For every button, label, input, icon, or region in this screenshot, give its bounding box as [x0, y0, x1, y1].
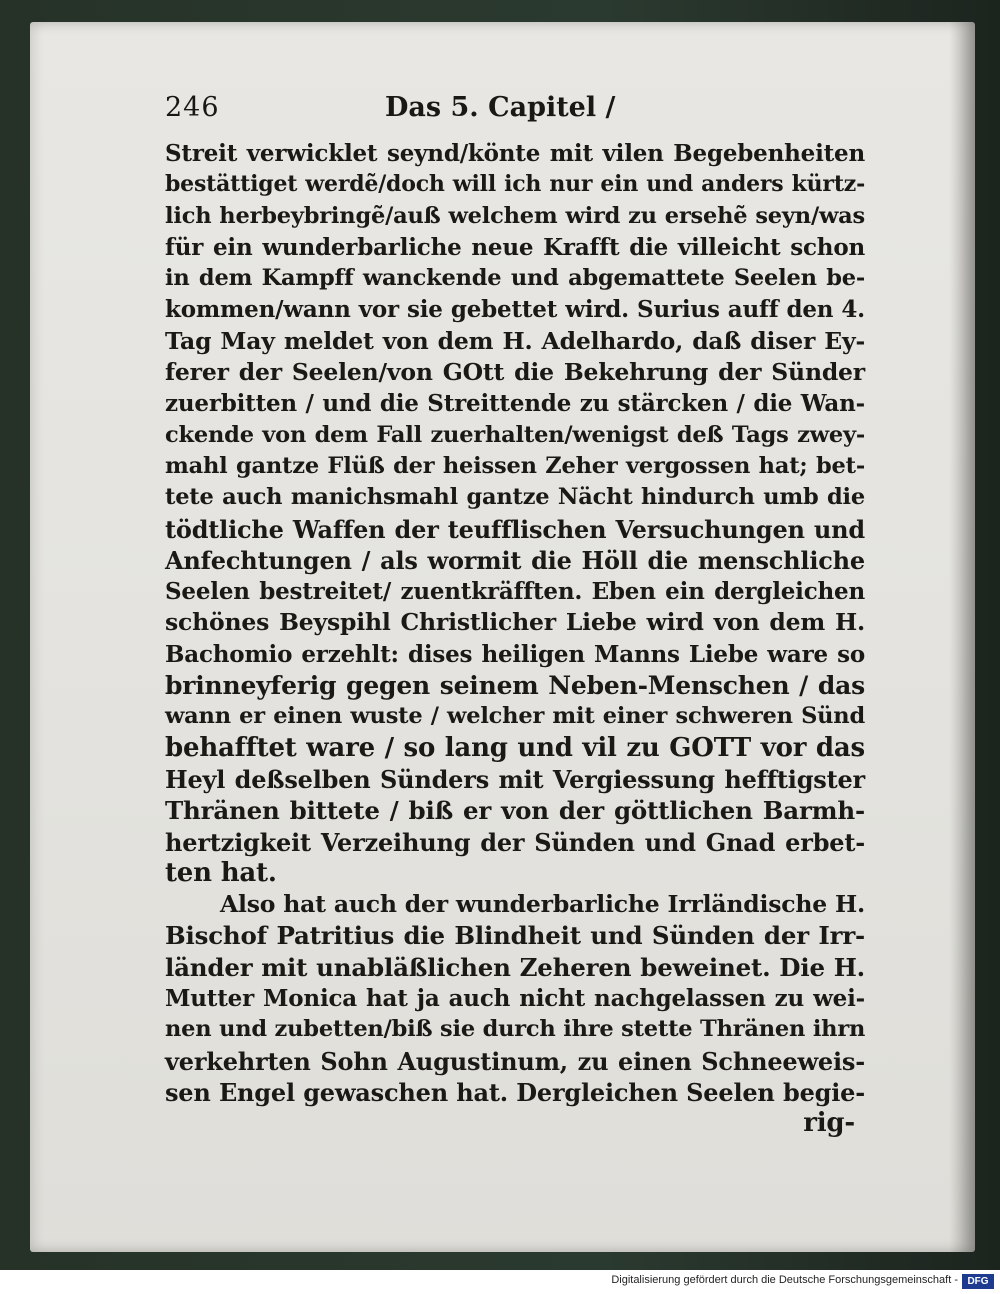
footer-bar	[0, 1270, 1000, 1294]
running-head	[165, 92, 865, 130]
text-line: Tag May meldet von dem H. Adelhardo, daß diser Ey-	[165, 326, 865, 355]
text-line: schönes Beyspihl Christlicher Liebe wird von dem H.	[165, 608, 865, 637]
text-line: nen und zubetten/biß sie durch ihre stette Thränen ihrn	[165, 1016, 866, 1043]
text-line: wann er einen wuste / welcher mit einer schweren Sünd	[165, 703, 865, 730]
text-line: Mutter Monica hat ja auch nicht nachgelassen zu wei-	[165, 985, 865, 1013]
chapter-title: Das 5. Capitel /	[385, 92, 616, 123]
text-line: Seelen bestreitet/ zuentkräfften. Eben ein dergleichen	[165, 578, 865, 606]
page-number: 246	[165, 92, 220, 123]
text-line: Bachomio erzehlt: dises heiligen Manns Liebe ware so	[165, 640, 865, 668]
text-line: bestättiget werdẽ/doch will ich nur ein und anders kürtz-	[165, 171, 865, 198]
text-line: mahl gantze Flüß der heissen Zeher vergossen hat; bet-	[165, 452, 865, 479]
text-line: ferer der Seelen/von GOtt die Bekehrung der Sünder	[165, 358, 865, 387]
text-line: Heyl deßselben Sünders mit Vergiessung hefftigster	[165, 764, 865, 794]
text-line: kommen/wann vor sie gebettet wird. Surius auff den 4.	[165, 296, 865, 324]
text-line: brinneyferig gegen seinem Neben-Menschen / das	[165, 671, 865, 701]
text-line: tödtliche Waffen der teufflischen Versuchungen und	[165, 514, 865, 544]
text-line: Bischof Patritius die Blindheit und Sünden der Irr-	[165, 921, 865, 951]
text-line: in dem Kampff wanckende und abgemattete Seelen be-	[165, 265, 865, 292]
text-line: ckende von dem Fall zuerhalten/wenigst deß Tags zwey-	[165, 421, 865, 448]
catchword: rig-	[803, 1108, 855, 1139]
text-line: Anfechtungen / als wormit die Höll die menschliche	[165, 545, 865, 575]
text-line: tete auch manichsmahl gantze Nächt hindurch umb die	[165, 484, 865, 511]
text-line: verkehrten Sohn Augustinum, zu einen Schneeweis-	[165, 1046, 865, 1076]
text-line: ten hat.	[165, 857, 277, 888]
footer-credit: Digitalisierung gefördert durch die Deutsche Forschungsgemeinschaft -	[611, 1274, 958, 1286]
text-line: behafftet ware / so lang und vil zu GOTT vor das	[165, 732, 865, 763]
body-text	[165, 138, 865, 1140]
text-line: länder mit unabläßlichen Zeheren beweinet. Die H.	[165, 952, 865, 982]
text-line: zuerbitten / und die Streittende zu stärcken / die Wan-	[165, 390, 865, 418]
text-line: Thränen bittete / biß er von der göttlichen Barmh-	[165, 796, 865, 826]
dfg-logo: DFG	[962, 1274, 994, 1289]
text-line: für ein wunderbarliche neue Krafft die villeicht schon	[165, 233, 865, 261]
text-line: hertzigkeit Verzeihung der Sünden und Gnad erbet-	[165, 827, 865, 857]
text-line: Streit verwicklet seynd/könte mit vilen Begebenheiten	[165, 140, 865, 167]
paragraph-start-line: Also hat auch der wunderbarliche Irrländische H.	[220, 890, 865, 919]
text-line: sen Engel gewaschen hat. Dergleichen Seelen begie-	[165, 1077, 865, 1107]
text-line: lich herbeybringẽ/auß welchem wird zu ersehẽ seyn/was	[165, 202, 865, 229]
